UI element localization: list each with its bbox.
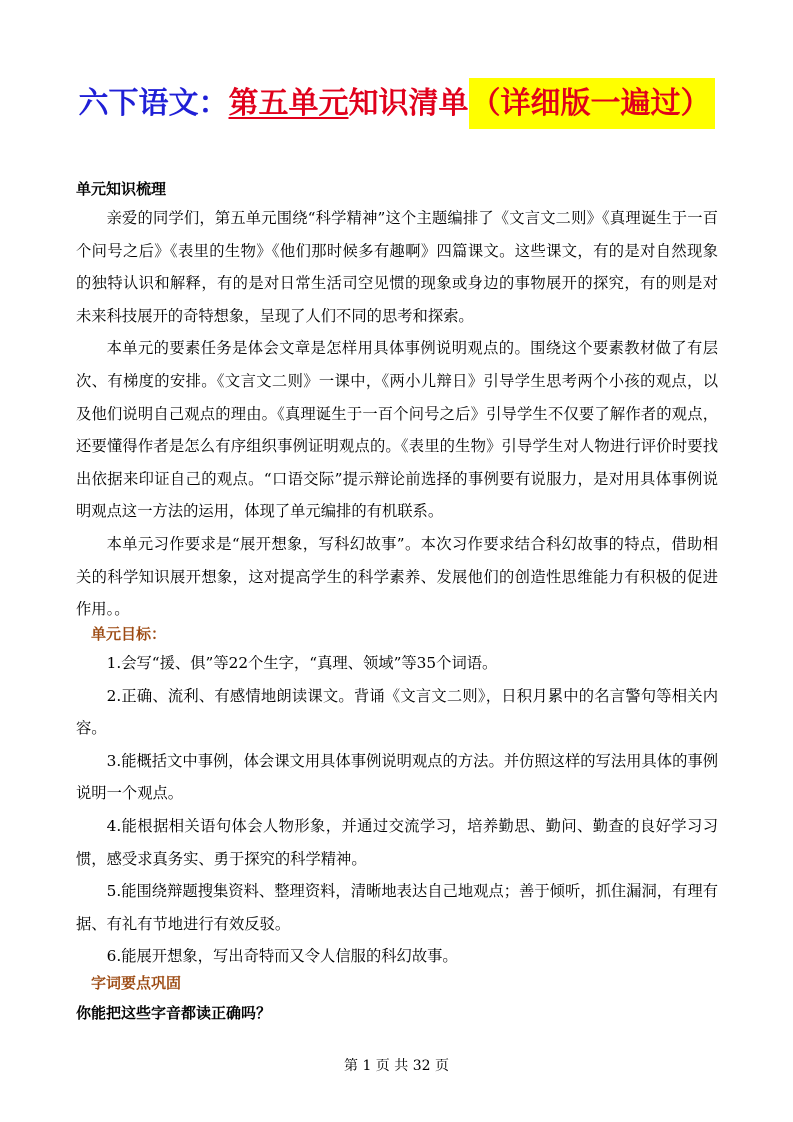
document-title — [0, 76, 793, 132]
title-topic: 知识清单 — [348, 86, 469, 121]
vocabulary-heading: 字词要点巩固 — [91, 974, 182, 992]
unit-goals-heading: 单元目标： — [91, 625, 167, 643]
overview-paragraph: 亲爱的同学们，第五单元围绕“科学精神”这个主题编排了《文言文二则》《真理诞生于一百个问号之后》《表里的生物》《他们那时候多有趣啊》四篇课文。这些课文，有的是对自然现象的独特认识和解释，有的是对日常生活司空见惯的现象或身边的事物展开的探究，有的则是对未来科技展开的奇特想象，呈现了人们不同的思考和探索。 — [76, 209, 718, 325]
goal-item: 6.能展开想象，写出奇特而又令人信服的科幻故事。 — [106, 947, 458, 966]
title-unit: 第五单元 — [228, 86, 349, 121]
unit-goals-section — [76, 621, 718, 973]
overview-paragraph: 本单元的要素任务是体会文章是怎样用具体事例说明观点的。围绕这个要素教材做了有层次、有梯度的安排。《文言文二则》一课中，《两小儿辩日》引导学生思考两个小孩的观点，以及他们说明自己观点的理由。《真理诞生于一百个问号之后》引导学生不仅要了解作者的观点，还要懂得作者是怎么有序组织事例证明观点的。《表里的生物》引导学生对人物进行评价时要找出依据来印证自己的观点。“口语交际”提示辩论前选择的事例要有说服力，是对用具体事例说明观点这一方法的运用，体现了单元编排的有机联系。 — [76, 339, 718, 521]
overview-paragraph: 本单元习作要求是“展开想象，写科幻故事”。本次习作要求结合科幻故事的特点，借助相关的科学知识展开想象，这对提高学生的科学素养、发展他们的创造性思维能力有积极的促进作用。。 — [76, 534, 718, 619]
unit-overview-heading: 单元知识梳理 — [76, 180, 167, 198]
goal-item: 3.能概括文中事例，体会课文用具体事例说明观点的方法。并仿照这样的写法用具体的事例说明一个观点。 — [76, 751, 718, 803]
title-subject: 六下语文： — [78, 86, 229, 121]
vocabulary-section — [76, 968, 718, 1028]
goal-item: 1.会写“援、俱”等22个生字，“真理、领域”等35个词语。 — [106, 654, 498, 672]
unit-overview-section — [76, 176, 718, 626]
goal-item: 2.正确、流利、有感情地朗读课文。背诵《文言文二则》，日积月累中的名言警句等相关内容。 — [76, 686, 718, 738]
title-highlight: （详细版一遍过） — [469, 78, 715, 129]
goal-item: 5.能围绕辩题搜集资料、整理资料，清晰地表达自己地观点；善于倾听，抓住漏洞，有理有据、有礼有节地进行有效反驳。 — [76, 882, 718, 933]
page-footer: 第 1 页 共 32 页 — [344, 1058, 449, 1074]
goal-item: 4.能根据相关语句体会人物形象，并通过交流学习，培养勤思、勤问、勤查的良好学习习惯，感受求真务实、勇于探究的科学精神。 — [76, 816, 718, 868]
pronunciation-question: 你能把这些字音都读正确吗？ — [76, 1004, 272, 1022]
